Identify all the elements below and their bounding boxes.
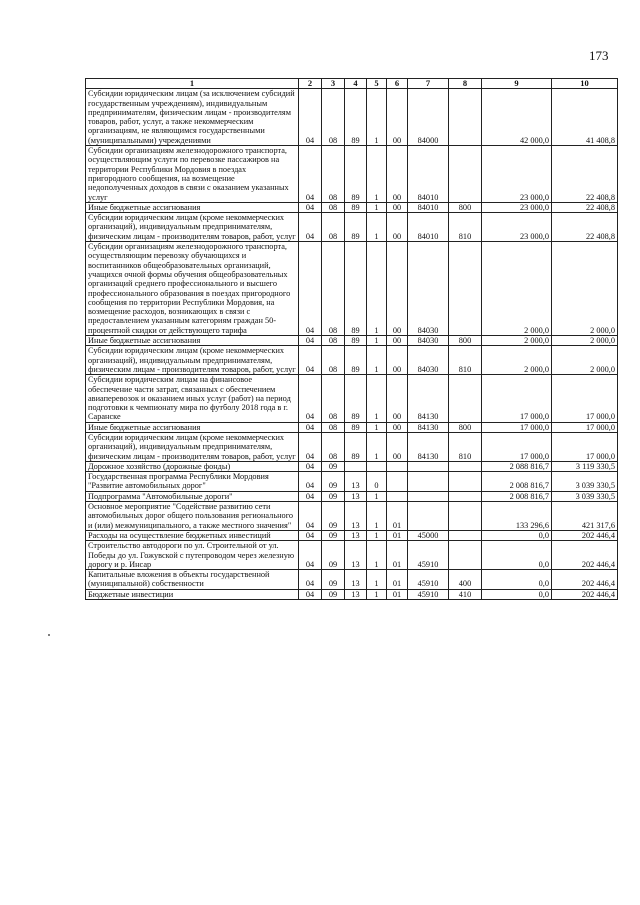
row-value-cell: 2 000,0 bbox=[482, 346, 552, 375]
row-value-cell: 08 bbox=[322, 336, 345, 346]
row-value-cell bbox=[449, 530, 482, 540]
row-value-cell: 84010 bbox=[408, 202, 449, 212]
row-name-cell: Строительство автодороги по ул. Строительной от ул. Победы до ул. Гожувской с путепроводом через железную дорогу и р. Инсар bbox=[86, 541, 299, 570]
row-value-cell: 04 bbox=[299, 146, 322, 203]
row-value-cell: 1 bbox=[367, 570, 387, 590]
row-value-cell: 00 bbox=[387, 375, 408, 422]
row-value-cell: 13 bbox=[345, 570, 367, 590]
row-value-cell: 13 bbox=[345, 589, 367, 599]
row-value-cell: 89 bbox=[345, 346, 367, 375]
row-value-cell: 17 000,0 bbox=[482, 422, 552, 432]
row-name-cell: Бюджетные инвестиции bbox=[86, 589, 299, 599]
row-value-cell: 2 088 816,7 bbox=[482, 461, 552, 471]
row-value-cell: 1 bbox=[367, 242, 387, 336]
row-value-cell: 3 119 330,5 bbox=[552, 461, 618, 471]
row-value-cell bbox=[367, 461, 387, 471]
row-value-cell: 04 bbox=[299, 472, 322, 492]
table-row bbox=[86, 530, 618, 540]
header-cell: 4 bbox=[345, 79, 367, 89]
row-value-cell: 09 bbox=[322, 530, 345, 540]
row-value-cell: 01 bbox=[387, 541, 408, 570]
row-value-cell: 810 bbox=[449, 213, 482, 242]
row-value-cell bbox=[449, 242, 482, 336]
row-value-cell: 17 000,0 bbox=[482, 375, 552, 422]
page-number: 173 bbox=[589, 48, 609, 63]
row-value-cell: 89 bbox=[345, 89, 367, 146]
row-value-cell: 23 000,0 bbox=[482, 213, 552, 242]
row-value-cell: 2 000,0 bbox=[552, 346, 618, 375]
row-value-cell: 1 bbox=[367, 589, 387, 599]
row-value-cell: 2 008 816,7 bbox=[482, 472, 552, 492]
row-value-cell: 04 bbox=[299, 346, 322, 375]
table-row bbox=[86, 202, 618, 212]
row-value-cell: 04 bbox=[299, 432, 322, 461]
row-name-cell: Капитальные вложения в объекты государственной (муниципальной) собственности bbox=[86, 570, 299, 590]
row-value-cell: 01 bbox=[387, 589, 408, 599]
row-name-cell: Субсидии юридическим лицам (кроме некоммерческих организаций), индивидуальным предпринимателям, физическим лицам - производителям товаров, работ, услуг bbox=[86, 432, 299, 461]
row-value-cell bbox=[387, 472, 408, 492]
row-value-cell: 04 bbox=[299, 202, 322, 212]
row-value-cell: 400 bbox=[449, 570, 482, 590]
row-value-cell: 00 bbox=[387, 89, 408, 146]
row-value-cell: 421 317,6 bbox=[552, 502, 618, 531]
row-value-cell: 04 bbox=[299, 502, 322, 531]
table-row bbox=[86, 502, 618, 531]
row-value-cell: 89 bbox=[345, 213, 367, 242]
row-value-cell bbox=[387, 491, 408, 501]
row-value-cell: 3 039 330,5 bbox=[552, 472, 618, 492]
row-value-cell: 84010 bbox=[408, 213, 449, 242]
header-cell: 9 bbox=[482, 79, 552, 89]
row-value-cell: 00 bbox=[387, 213, 408, 242]
row-value-cell: 13 bbox=[345, 530, 367, 540]
row-value-cell: 89 bbox=[345, 242, 367, 336]
row-value-cell: 84010 bbox=[408, 146, 449, 203]
row-value-cell: 04 bbox=[299, 89, 322, 146]
row-value-cell: 3 039 330,5 bbox=[552, 491, 618, 501]
row-value-cell: 1 bbox=[367, 530, 387, 540]
row-value-cell: 08 bbox=[322, 242, 345, 336]
row-value-cell: 1 bbox=[367, 146, 387, 203]
row-value-cell: 89 bbox=[345, 432, 367, 461]
table-row bbox=[86, 461, 618, 471]
row-value-cell: 800 bbox=[449, 336, 482, 346]
row-name-cell: Подпрограмма "Автомобильные дороги" bbox=[86, 491, 299, 501]
row-value-cell: 08 bbox=[322, 422, 345, 432]
row-value-cell: 08 bbox=[322, 89, 345, 146]
row-value-cell: 04 bbox=[299, 589, 322, 599]
header-cell: 10 bbox=[552, 79, 618, 89]
row-value-cell: 1 bbox=[367, 336, 387, 346]
row-value-cell: 04 bbox=[299, 242, 322, 336]
table-row bbox=[86, 589, 618, 599]
row-value-cell: 84030 bbox=[408, 336, 449, 346]
row-name-cell: Государственная программа Республики Мордовия "Развитие автомобильных дорог" bbox=[86, 472, 299, 492]
row-value-cell: 800 bbox=[449, 202, 482, 212]
row-value-cell bbox=[449, 472, 482, 492]
row-value-cell: 13 bbox=[345, 502, 367, 531]
table-header-row bbox=[86, 79, 618, 89]
row-value-cell: 22 408,8 bbox=[552, 213, 618, 242]
header-cell: 2 bbox=[299, 79, 322, 89]
row-value-cell: 1 bbox=[367, 375, 387, 422]
header-cell: 8 bbox=[449, 79, 482, 89]
row-value-cell: 1 bbox=[367, 491, 387, 501]
row-value-cell: 1 bbox=[367, 346, 387, 375]
row-value-cell: 0,0 bbox=[482, 530, 552, 540]
row-value-cell: 01 bbox=[387, 502, 408, 531]
row-value-cell: 22 408,8 bbox=[552, 146, 618, 203]
row-value-cell: 04 bbox=[299, 336, 322, 346]
row-value-cell: 2 008 816,7 bbox=[482, 491, 552, 501]
row-name-cell: Субсидии юридическим лицам (за исключением субсидий государственным учреждениям), индивидуальным предпринимателям, физическим лицам - производителям товаров, работ, услуг, а также некоммерческим организациям, не являющимся государственными (муниципальными) учреждениями bbox=[86, 89, 299, 146]
table-row bbox=[86, 570, 618, 590]
row-value-cell: 09 bbox=[322, 541, 345, 570]
table-row bbox=[86, 89, 618, 146]
table-row bbox=[86, 422, 618, 432]
row-value-cell: 08 bbox=[322, 202, 345, 212]
row-value-cell: 04 bbox=[299, 491, 322, 501]
row-value-cell: 84130 bbox=[408, 422, 449, 432]
row-value-cell: 0 bbox=[367, 472, 387, 492]
row-value-cell: 84030 bbox=[408, 346, 449, 375]
row-value-cell: 09 bbox=[322, 472, 345, 492]
row-value-cell: 23 000,0 bbox=[482, 202, 552, 212]
row-value-cell: 00 bbox=[387, 242, 408, 336]
row-value-cell: 89 bbox=[345, 422, 367, 432]
row-name-cell: Иные бюджетные ассигнования bbox=[86, 336, 299, 346]
row-value-cell: 09 bbox=[322, 491, 345, 501]
table-row bbox=[86, 242, 618, 336]
row-value-cell: 2 000,0 bbox=[552, 242, 618, 336]
row-value-cell: 00 bbox=[387, 422, 408, 432]
row-value-cell: 45000 bbox=[408, 530, 449, 540]
row-value-cell: 01 bbox=[387, 530, 408, 540]
row-value-cell bbox=[449, 375, 482, 422]
row-name-cell: Субсидии юридическим лицам (кроме некоммерческих организаций), индивидуальным предпринимателям, физическим лицам - производителям товаров, работ, услуг bbox=[86, 213, 299, 242]
row-value-cell: 42 000,0 bbox=[482, 89, 552, 146]
row-value-cell bbox=[408, 502, 449, 531]
row-value-cell: 17 000,0 bbox=[552, 422, 618, 432]
row-value-cell bbox=[449, 502, 482, 531]
header-cell: 5 bbox=[367, 79, 387, 89]
row-value-cell: 2 000,0 bbox=[552, 336, 618, 346]
row-value-cell: 01 bbox=[387, 570, 408, 590]
row-value-cell: 00 bbox=[387, 346, 408, 375]
row-value-cell: 08 bbox=[322, 375, 345, 422]
row-name-cell: Субсидии организациям железнодорожного транспорта, осуществляющим перевозку обучающихся и воспитанников общеобразовательных организаций, учащихся очной формы обучения общеобразовательных организаций среднего профессионального и высшего профессионального образования в поездах пригородного сообщения по территории Республики Мордовия, на возмещение расходов, возникающих в связи с предоставлением указанным категориям граждан 50-процентной скидки от действующего тарифа bbox=[86, 242, 299, 336]
row-value-cell: 84000 bbox=[408, 89, 449, 146]
row-value-cell: 89 bbox=[345, 146, 367, 203]
row-value-cell: 800 bbox=[449, 422, 482, 432]
row-value-cell: 1 bbox=[367, 541, 387, 570]
row-name-cell: Субсидии организациям железнодорожного транспорта, осуществляющим услуги по перевозке пассажиров на территории Республики Мордовия в поездах пригородного сообщения, на возмещение недополученных доходов в связи с оказанием указанных услуг bbox=[86, 146, 299, 203]
row-name-cell: Основное мероприятие "Содействие развитию сети автомобильных дорог общего пользования регионального и (или) межмуниципального, а также местного значения" bbox=[86, 502, 299, 531]
row-value-cell: 08 bbox=[322, 146, 345, 203]
row-value-cell: 0,0 bbox=[482, 570, 552, 590]
row-value-cell: 810 bbox=[449, 432, 482, 461]
row-value-cell: 41 408,8 bbox=[552, 89, 618, 146]
row-value-cell: 0,0 bbox=[482, 589, 552, 599]
row-value-cell: 45910 bbox=[408, 541, 449, 570]
row-value-cell: 84130 bbox=[408, 375, 449, 422]
table-row bbox=[86, 541, 618, 570]
row-value-cell: 0,0 bbox=[482, 541, 552, 570]
table-body bbox=[86, 89, 618, 600]
table-row bbox=[86, 375, 618, 422]
row-value-cell bbox=[449, 491, 482, 501]
row-value-cell bbox=[387, 461, 408, 471]
row-value-cell: 45910 bbox=[408, 570, 449, 590]
row-value-cell: 202 446,4 bbox=[552, 589, 618, 599]
header-cell: 7 bbox=[408, 79, 449, 89]
row-value-cell: 202 446,4 bbox=[552, 530, 618, 540]
row-value-cell: 17 000,0 bbox=[552, 432, 618, 461]
row-value-cell: 13 bbox=[345, 541, 367, 570]
row-value-cell bbox=[449, 89, 482, 146]
table-row bbox=[86, 432, 618, 461]
row-value-cell: 23 000,0 bbox=[482, 146, 552, 203]
row-value-cell: 89 bbox=[345, 336, 367, 346]
row-value-cell: 08 bbox=[322, 432, 345, 461]
row-value-cell bbox=[408, 461, 449, 471]
row-value-cell: 04 bbox=[299, 541, 322, 570]
table-row bbox=[86, 213, 618, 242]
row-value-cell: 04 bbox=[299, 213, 322, 242]
table-row bbox=[86, 472, 618, 492]
row-value-cell: 09 bbox=[322, 570, 345, 590]
header-cell: 3 bbox=[322, 79, 345, 89]
row-value-cell: 22 408,8 bbox=[552, 202, 618, 212]
row-value-cell bbox=[449, 146, 482, 203]
table-row bbox=[86, 491, 618, 501]
row-value-cell: 2 000,0 bbox=[482, 336, 552, 346]
row-value-cell: 17 000,0 bbox=[552, 375, 618, 422]
row-value-cell: 1 bbox=[367, 202, 387, 212]
row-value-cell: 89 bbox=[345, 202, 367, 212]
row-name-cell: Иные бюджетные ассигнования bbox=[86, 202, 299, 212]
row-value-cell: 04 bbox=[299, 530, 322, 540]
row-value-cell: 13 bbox=[345, 472, 367, 492]
row-value-cell: 133 296,6 bbox=[482, 502, 552, 531]
row-name-cell: Субсидии юридическим лицам на финансовое обеспечение части затрат, связанных с обеспечением авиаперевозок и оказанием иных услуг (работ) на период подготовки к чемпионату мира по футболу 2018 года в г. Саранске bbox=[86, 375, 299, 422]
header-cell: 1 bbox=[86, 79, 299, 89]
row-name-cell: Дорожное хозяйство (дорожные фонды) bbox=[86, 461, 299, 471]
row-value-cell: 89 bbox=[345, 375, 367, 422]
row-value-cell: 00 bbox=[387, 146, 408, 203]
row-value-cell bbox=[345, 461, 367, 471]
row-name-cell: Иные бюджетные ассигнования bbox=[86, 422, 299, 432]
row-value-cell: 04 bbox=[299, 461, 322, 471]
row-value-cell: 09 bbox=[322, 589, 345, 599]
table-row bbox=[86, 346, 618, 375]
row-value-cell: 410 bbox=[449, 589, 482, 599]
row-value-cell: 202 446,4 bbox=[552, 570, 618, 590]
row-value-cell: 09 bbox=[322, 502, 345, 531]
row-value-cell: 00 bbox=[387, 432, 408, 461]
row-value-cell: 1 bbox=[367, 422, 387, 432]
row-value-cell: 45910 bbox=[408, 589, 449, 599]
row-value-cell: 00 bbox=[387, 336, 408, 346]
row-value-cell: 84130 bbox=[408, 432, 449, 461]
row-value-cell: 810 bbox=[449, 346, 482, 375]
budget-table bbox=[85, 78, 618, 600]
row-value-cell bbox=[408, 472, 449, 492]
header-cell: 6 bbox=[387, 79, 408, 89]
row-value-cell bbox=[449, 541, 482, 570]
row-value-cell bbox=[449, 461, 482, 471]
row-value-cell: 13 bbox=[345, 491, 367, 501]
table-row bbox=[86, 146, 618, 203]
row-value-cell: 84030 bbox=[408, 242, 449, 336]
row-value-cell: 1 bbox=[367, 89, 387, 146]
row-value-cell: 04 bbox=[299, 422, 322, 432]
row-value-cell: 202 446,4 bbox=[552, 541, 618, 570]
row-value-cell: 1 bbox=[367, 432, 387, 461]
row-value-cell: 1 bbox=[367, 213, 387, 242]
row-value-cell: 04 bbox=[299, 570, 322, 590]
row-value-cell: 1 bbox=[367, 502, 387, 531]
row-value-cell: 08 bbox=[322, 346, 345, 375]
row-name-cell: Расходы на осуществление бюджетных инвестиций bbox=[86, 530, 299, 540]
row-name-cell: Субсидии юридическим лицам (кроме некоммерческих организаций), индивидуальным предпринимателям, физическим лицам - производителям товаров, работ, услуг bbox=[86, 346, 299, 375]
row-value-cell: 09 bbox=[322, 461, 345, 471]
scan-dot bbox=[48, 634, 50, 636]
row-value-cell: 2 000,0 bbox=[482, 242, 552, 336]
table-row bbox=[86, 336, 618, 346]
row-value-cell bbox=[408, 491, 449, 501]
row-value-cell: 00 bbox=[387, 202, 408, 212]
row-value-cell: 08 bbox=[322, 213, 345, 242]
row-value-cell: 17 000,0 bbox=[482, 432, 552, 461]
row-value-cell: 04 bbox=[299, 375, 322, 422]
